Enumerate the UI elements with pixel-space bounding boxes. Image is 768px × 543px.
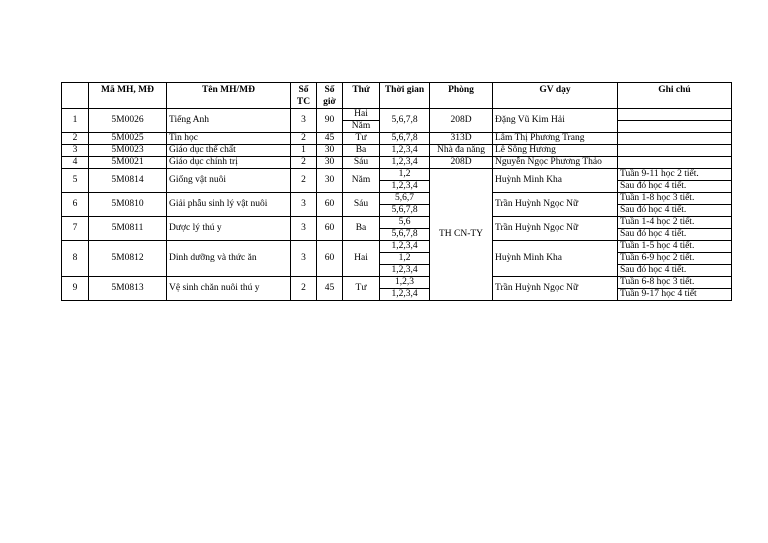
cell-note: Sau đó học 4 tiết. [618, 265, 732, 277]
cell-name: Tin học [167, 133, 291, 145]
cell-credits: 3 [291, 193, 317, 217]
cell-day: Hai [343, 109, 380, 121]
cell-time: 1,2,3,4 [380, 145, 430, 157]
schedule-table [61, 82, 732, 301]
table-row [62, 145, 732, 157]
cell-code: 5M0021 [89, 157, 167, 169]
header-stt [62, 83, 89, 109]
cell-time: 1,2,3,4 [380, 157, 430, 169]
cell-note [618, 109, 732, 121]
cell-hours: 60 [317, 193, 343, 217]
cell-stt: 3 [62, 145, 89, 157]
cell-credits: 3 [291, 241, 317, 277]
cell-code: 5M0026 [89, 109, 167, 133]
header-teacher: GV dạy [493, 83, 618, 109]
table-row [62, 157, 732, 169]
cell-teacher: Lâm Thị Phương Trang [493, 133, 618, 145]
cell-day: Năm [343, 121, 380, 133]
cell-hours: 30 [317, 145, 343, 157]
cell-hours: 30 [317, 157, 343, 169]
cell-code: 5M0812 [89, 241, 167, 277]
cell-note [618, 133, 732, 145]
cell-time: 5,6,7 [380, 193, 430, 205]
cell-code: 5M0025 [89, 133, 167, 145]
cell-credits: 2 [291, 277, 317, 301]
cell-day: Hai [343, 241, 380, 277]
cell-stt: 9 [62, 277, 89, 301]
cell-time: 1,2,3,4 [380, 289, 430, 301]
cell-time: 1,2,3 [380, 277, 430, 289]
header-note: Ghi chú [618, 83, 732, 109]
cell-stt: 2 [62, 133, 89, 145]
cell-credits: 3 [291, 109, 317, 133]
cell-stt: 4 [62, 157, 89, 169]
cell-teacher: Đặng Vũ Kim Hải [493, 109, 618, 133]
cell-day: Ba [343, 145, 380, 157]
header-room: Phòng [430, 83, 493, 109]
cell-time: 5,6,7,8 [380, 133, 430, 145]
cell-note: Tuần 6-9 học 2 tiết. [618, 253, 732, 265]
cell-day: Tư [343, 133, 380, 145]
cell-note: Tuần 1-8 học 3 tiết. [618, 193, 732, 205]
header-hours: Số giờ [317, 83, 343, 109]
cell-day: Tư [343, 277, 380, 301]
cell-room: 313D [430, 133, 493, 145]
cell-time: 1,2 [380, 253, 430, 265]
cell-note: Tuần 1-4 học 2 tiết. [618, 217, 732, 229]
cell-credits: 3 [291, 217, 317, 241]
cell-teacher: Nguyễn Ngọc Phương Thảo [493, 157, 618, 169]
cell-teacher: Huỳnh Minh Kha [493, 241, 618, 277]
table-row [62, 193, 732, 205]
cell-note: Sau đó học 4 tiết. [618, 229, 732, 241]
cell-name: Giống vật nuôi [167, 169, 291, 193]
cell-credits: 2 [291, 157, 317, 169]
header-credits: Số TC [291, 83, 317, 109]
cell-teacher: Lê Sông Hương [493, 145, 618, 157]
cell-day: Sáu [343, 193, 380, 217]
cell-hours: 30 [317, 169, 343, 193]
cell-teacher: Trần Huỳnh Ngọc Nữ [493, 217, 618, 241]
cell-time: 1,2,3,4 [380, 181, 430, 193]
cell-code: 5M0023 [89, 145, 167, 157]
cell-time: 5,6,7,8 [380, 205, 430, 217]
table-row [62, 169, 732, 181]
cell-credits: 2 [291, 169, 317, 193]
cell-room: Nhà đa năng [430, 145, 493, 157]
cell-time: 1,2 [380, 169, 430, 181]
header-name: Tên MH/MĐ [167, 83, 291, 109]
cell-time: 5,6,7,8 [380, 229, 430, 241]
cell-time: 5,6 [380, 217, 430, 229]
cell-name: Dinh dưỡng và thức ăn [167, 241, 291, 277]
cell-note: Sau đó học 4 tiết. [618, 205, 732, 217]
cell-time: 1,2,3,4 [380, 241, 430, 253]
table-row [62, 133, 732, 145]
cell-room: 208D [430, 157, 493, 169]
cell-note: Tuần 1-5 học 4 tiết. [618, 241, 732, 253]
cell-stt: 6 [62, 193, 89, 217]
cell-day: Năm [343, 169, 380, 193]
cell-stt: 7 [62, 217, 89, 241]
table-row [62, 241, 732, 253]
cell-hours: 60 [317, 217, 343, 241]
header-day: Thứ [343, 83, 380, 109]
cell-note: Tuần 9-11 học 2 tiết. [618, 169, 732, 181]
cell-stt: 1 [62, 109, 89, 133]
cell-code: 5M0814 [89, 169, 167, 193]
cell-hours: 45 [317, 133, 343, 145]
cell-room-shared: TH CN-TY [430, 169, 493, 301]
cell-code: 5M0813 [89, 277, 167, 301]
cell-name: Vệ sinh chăn nuôi thú y [167, 277, 291, 301]
cell-note [618, 157, 732, 169]
cell-note [618, 145, 732, 157]
cell-day: Ba [343, 217, 380, 241]
header-code: Mã MH, MĐ [89, 83, 167, 109]
cell-hours: 45 [317, 277, 343, 301]
cell-stt: 5 [62, 169, 89, 193]
table-row [62, 109, 732, 121]
cell-note: Tuần 6-8 học 3 tiết. [618, 277, 732, 289]
cell-note: Tuần 9-17 học 4 tiết [618, 289, 732, 301]
cell-code: 5M0810 [89, 193, 167, 217]
cell-time: 5,6,7,8 [380, 109, 430, 133]
cell-time: 1,2,3,4 [380, 265, 430, 277]
header-time: Thời gian [380, 83, 430, 109]
cell-credits: 1 [291, 145, 317, 157]
cell-note [618, 121, 732, 133]
table-row [62, 277, 732, 289]
cell-teacher: Huỳnh Minh Kha [493, 169, 618, 193]
cell-name: Giải phẫu sinh lý vật nuôi [167, 193, 291, 217]
cell-room: 208D [430, 109, 493, 133]
table-row [62, 217, 732, 229]
cell-name: Dược lý thú y [167, 217, 291, 241]
cell-note: Sau đó học 4 tiết. [618, 181, 732, 193]
cell-name: Giáo dục thể chất [167, 145, 291, 157]
cell-stt: 8 [62, 241, 89, 277]
cell-teacher: Trần Huỳnh Ngọc Nữ [493, 193, 618, 217]
cell-hours: 60 [317, 241, 343, 277]
cell-teacher: Trần Huỳnh Ngọc Nữ [493, 277, 618, 301]
cell-name: Tiếng Anh [167, 109, 291, 133]
cell-name: Giáo dục chính trị [167, 157, 291, 169]
cell-credits: 2 [291, 133, 317, 145]
cell-hours: 90 [317, 109, 343, 133]
header-row [62, 83, 732, 109]
cell-code: 5M0811 [89, 217, 167, 241]
cell-day: Sáu [343, 157, 380, 169]
